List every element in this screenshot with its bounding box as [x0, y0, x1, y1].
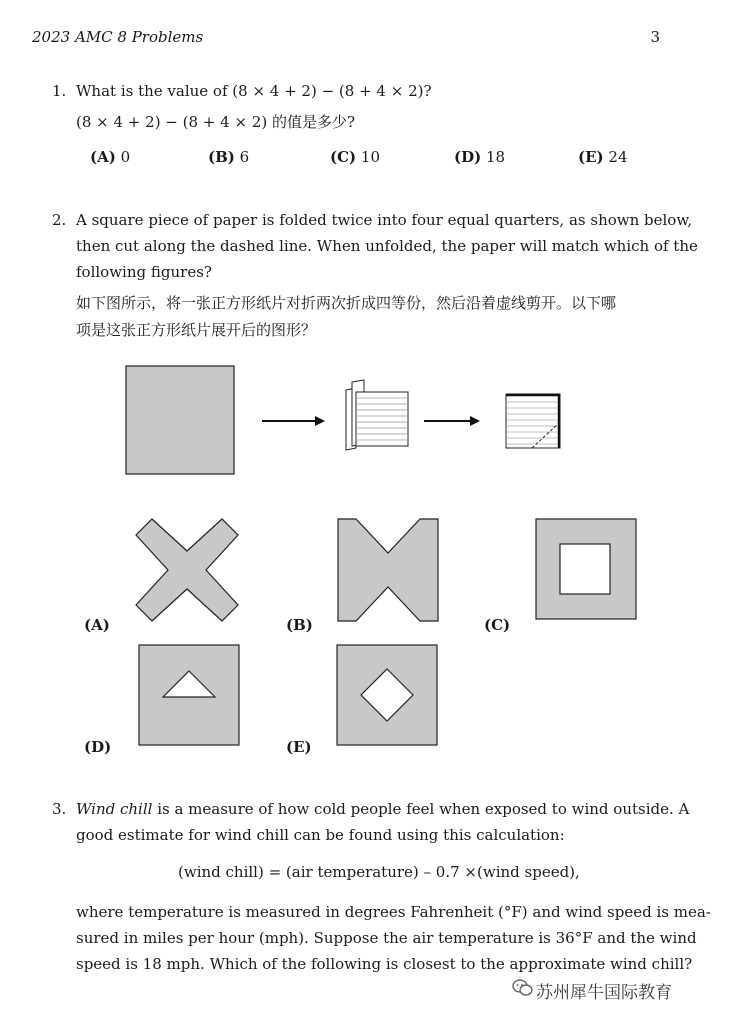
q2-text-en-1: A square piece of paper is folded twice into four equal quarters, as shown below, — [76, 211, 693, 229]
q3-text-5: speed is 18 mph. Which of the following is closest to the approximate wind chill? — [76, 955, 693, 973]
arrow-2 — [424, 416, 480, 426]
wind-chill-term: Wind chill — [76, 800, 153, 818]
wechat-icon — [512, 978, 534, 998]
q2-text-zh-1: 如下图所示，将一张正方形纸片对折两次折成四等份，然后沿着虚线剪开。以下哪 — [76, 294, 617, 312]
figure-b-shape — [336, 517, 440, 623]
figure-a-label: (A) — [84, 616, 110, 634]
figure-e-label: (E) — [286, 738, 312, 756]
figure-e-shape — [335, 643, 439, 747]
q3-text-3: where temperature is measured in degrees Fahrenheit (°F) and wind speed is mea- — [76, 903, 711, 921]
watermark-text: 苏州犀牛国际教育 — [536, 983, 672, 1003]
q3-text-4: sured in miles per hour (mph). Suppose the air temperature is 36°F and the wind — [76, 929, 697, 947]
q3-formula: (wind chill) = (air temperature) – 0.7 ×(wind speed), — [178, 863, 580, 881]
unfolded-square — [126, 366, 234, 474]
folded-paper — [346, 380, 408, 450]
q1-option-b: (B) 6 — [208, 148, 250, 166]
q1-number: 1. — [52, 82, 67, 100]
q3-text-1: Wind chill is a measure of how cold people feel when exposed to wind outside. A — [76, 800, 690, 818]
figure-c-shape — [534, 517, 638, 621]
q1-option-a: (A) 0 — [90, 148, 131, 166]
figure-b-label: (B) — [286, 616, 313, 634]
folding-diagram — [120, 360, 580, 480]
q2-text-zh-2: 项是这张正方形纸片展开后的图形？ — [76, 321, 317, 339]
q1-text-en: What is the value of (8 × 4 + 2) − (8 + 4 × 2)? — [76, 82, 432, 100]
q3-text-2: good estimate for wind chill can be found using this calculation: — [76, 826, 565, 844]
q1-text-zh: (8 × 4 + 2) − (8 + 4 × 2) 的值是多少? — [76, 113, 356, 131]
q1-option-d: (D) 18 — [454, 148, 506, 166]
figure-c-label: (C) — [484, 616, 511, 634]
quarter-square-with-cut — [506, 394, 560, 448]
figure-d-shape — [137, 643, 241, 747]
q2-text-en-3: following figures? — [76, 263, 212, 281]
q2-number: 2. — [52, 211, 67, 229]
figure-a-shape — [134, 517, 240, 623]
page-number: 3 — [650, 28, 660, 46]
q3-number: 3. — [52, 800, 67, 818]
q1-option-c: (C) 10 — [330, 148, 381, 166]
figure-d-label: (D) — [84, 738, 112, 756]
arrow-1 — [262, 416, 325, 426]
header-title: 2023 AMC 8 Problems — [32, 28, 204, 46]
q2-text-en-2: then cut along the dashed line. When unfolded, the paper will match which of the — [76, 237, 698, 255]
q1-option-e: (E) 24 — [578, 148, 628, 166]
